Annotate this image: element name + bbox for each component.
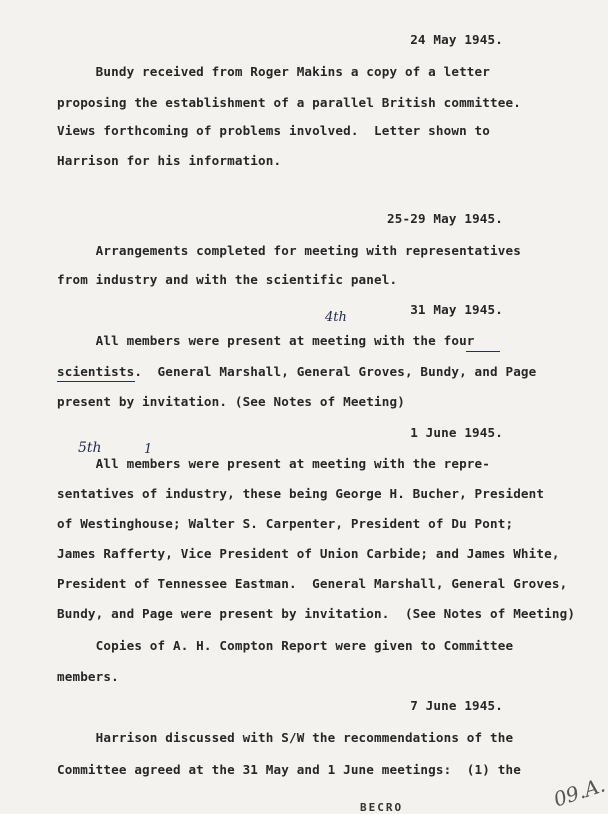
entry-line: scientists. General Marshall, General Groves, Bundy, and Page [57, 364, 537, 379]
entry-line: Copies of A. H. Compton Report were given to Committee [57, 638, 514, 653]
entry-line: members. [57, 669, 119, 684]
entry-line: President of Tennessee Eastman. General Marshall, General Groves, [57, 576, 568, 591]
entry-date: 7 June 1945. [410, 698, 503, 713]
entry-line: Committee agreed at the 31 May and 1 June meetings: (1) the [57, 762, 521, 777]
entry-line: All members were present at meeting with the repre- [57, 456, 490, 471]
entry-date: 25-29 May 1945. [387, 211, 503, 226]
entry-line: from industry and with the scientific panel. [57, 272, 398, 287]
entry-line: Arrangements completed for meeting with representatives [57, 243, 521, 258]
entry-date: 24 May 1945. [410, 32, 503, 47]
entry-line: proposing the establishment of a parallel British committee. [57, 95, 521, 110]
entry-line: All members were present at meeting with the four [57, 333, 475, 348]
underline-mark [57, 381, 135, 382]
entry-line: Bundy, and Page were present by invitation. (See Notes of Meeting) [57, 606, 576, 621]
handwritten-annotation: 1 [144, 442, 153, 457]
entry-line: present by invitation. (See Notes of Meeting) [57, 394, 405, 409]
underline-mark [466, 351, 500, 352]
entry-date: 1 June 1945. [410, 425, 503, 440]
entry-line: Views forthcoming of problems involved. Letter shown to [57, 123, 490, 138]
entry-date: 31 May 1945. [410, 302, 503, 317]
entry-line: Bundy received from Roger Makins a copy of a letter [57, 64, 490, 79]
bottom-stamp-text: BECRO [360, 801, 404, 814]
edge-annotation: 09.A. [550, 772, 608, 812]
entry-line: sentatives of industry, these being George H. Bucher, President [57, 486, 545, 501]
entry-line: Harrison for his information. [57, 153, 282, 168]
handwritten-annotation: 4th [325, 310, 347, 325]
entry-line: James Rafferty, Vice President of Union Carbide; and James White, [57, 546, 560, 561]
entry-line: of Westinghouse; Walter S. Carpenter, President of Du Pont; [57, 516, 514, 531]
entry-line: Harrison discussed with S/W the recommendations of the [57, 730, 514, 745]
handwritten-annotation: 5th [78, 440, 102, 456]
